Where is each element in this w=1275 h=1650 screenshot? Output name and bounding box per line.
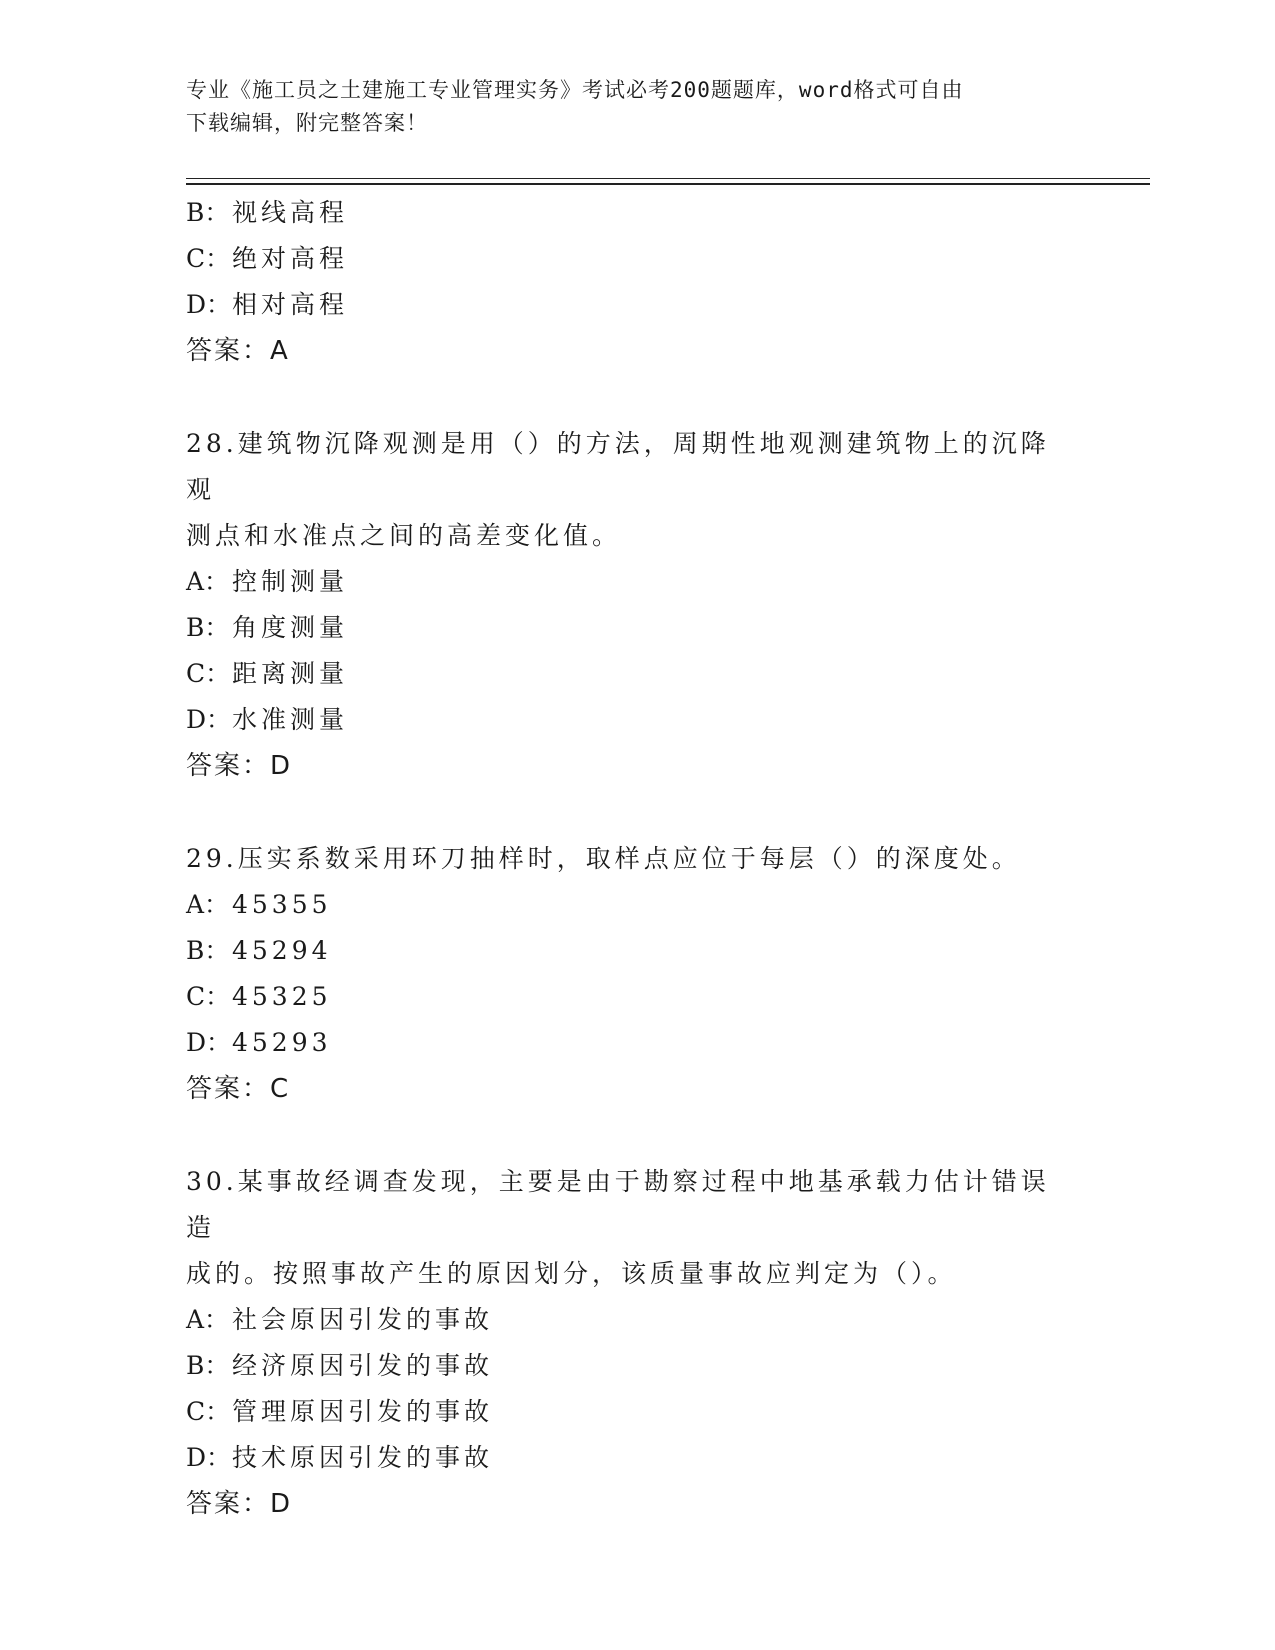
question-text: 29.压实系数采用环刀抽样时，取样点应位于每层（）的深度处。 — [186, 844, 1021, 873]
question-29 — [186, 836, 1086, 1112]
answer-label: 答案：D — [186, 751, 293, 781]
option-a: A： 45355 — [186, 890, 332, 919]
option-d: D：技术原因引发的事故 — [186, 1443, 494, 1472]
header-rule-thick — [186, 183, 1150, 185]
option-b: B： 45294 — [186, 936, 332, 965]
option-c: C：绝对高程 — [186, 244, 349, 273]
option-b: B： 经济原因引发的事故 — [186, 1351, 494, 1380]
option-c: C：距离测量 — [186, 659, 349, 688]
document-header — [186, 74, 1066, 140]
option-a: A： 社会原因引发的事故 — [186, 1305, 494, 1334]
question-text: 30.某事故经调查发现，主要是由于勘察过程中地基承载力估计错误造 成的。按照事故产生的原因划分，该质量事故应判定为（）。 — [186, 1167, 1050, 1288]
question-list — [186, 190, 1086, 1527]
header-line-2: 下载编辑，附完整答案！ — [186, 111, 428, 135]
option-c: C：45325 — [186, 982, 332, 1011]
option-d: D：相对高程 — [186, 290, 349, 319]
answer-label: 答案：A — [186, 336, 290, 366]
option-d: D：45293 — [186, 1028, 332, 1057]
option-a: A： 控制测量 — [186, 567, 349, 596]
option-b: B： 视线高程 — [186, 198, 349, 227]
header-line-1: 专业《施工员之土建施工专业管理实务》考试必考200题题库，word格式可自由 — [186, 78, 964, 102]
option-c: C：管理原因引发的事故 — [186, 1397, 494, 1426]
question-text: 28.建筑物沉降观测是用（）的方法，周期性地观测建筑物上的沉降观 测点和水准点之间的高差变化值。 — [186, 429, 1050, 550]
header-rule-thin — [186, 178, 1150, 179]
question-30 — [186, 1159, 1086, 1527]
option-d: D：水准测量 — [186, 705, 349, 734]
answer-label: 答案：C — [186, 1074, 291, 1104]
question-28 — [186, 421, 1086, 789]
answer-label: 答案：D — [186, 1489, 293, 1519]
question-27-continued — [186, 190, 1086, 374]
option-b: B： 角度测量 — [186, 613, 349, 642]
